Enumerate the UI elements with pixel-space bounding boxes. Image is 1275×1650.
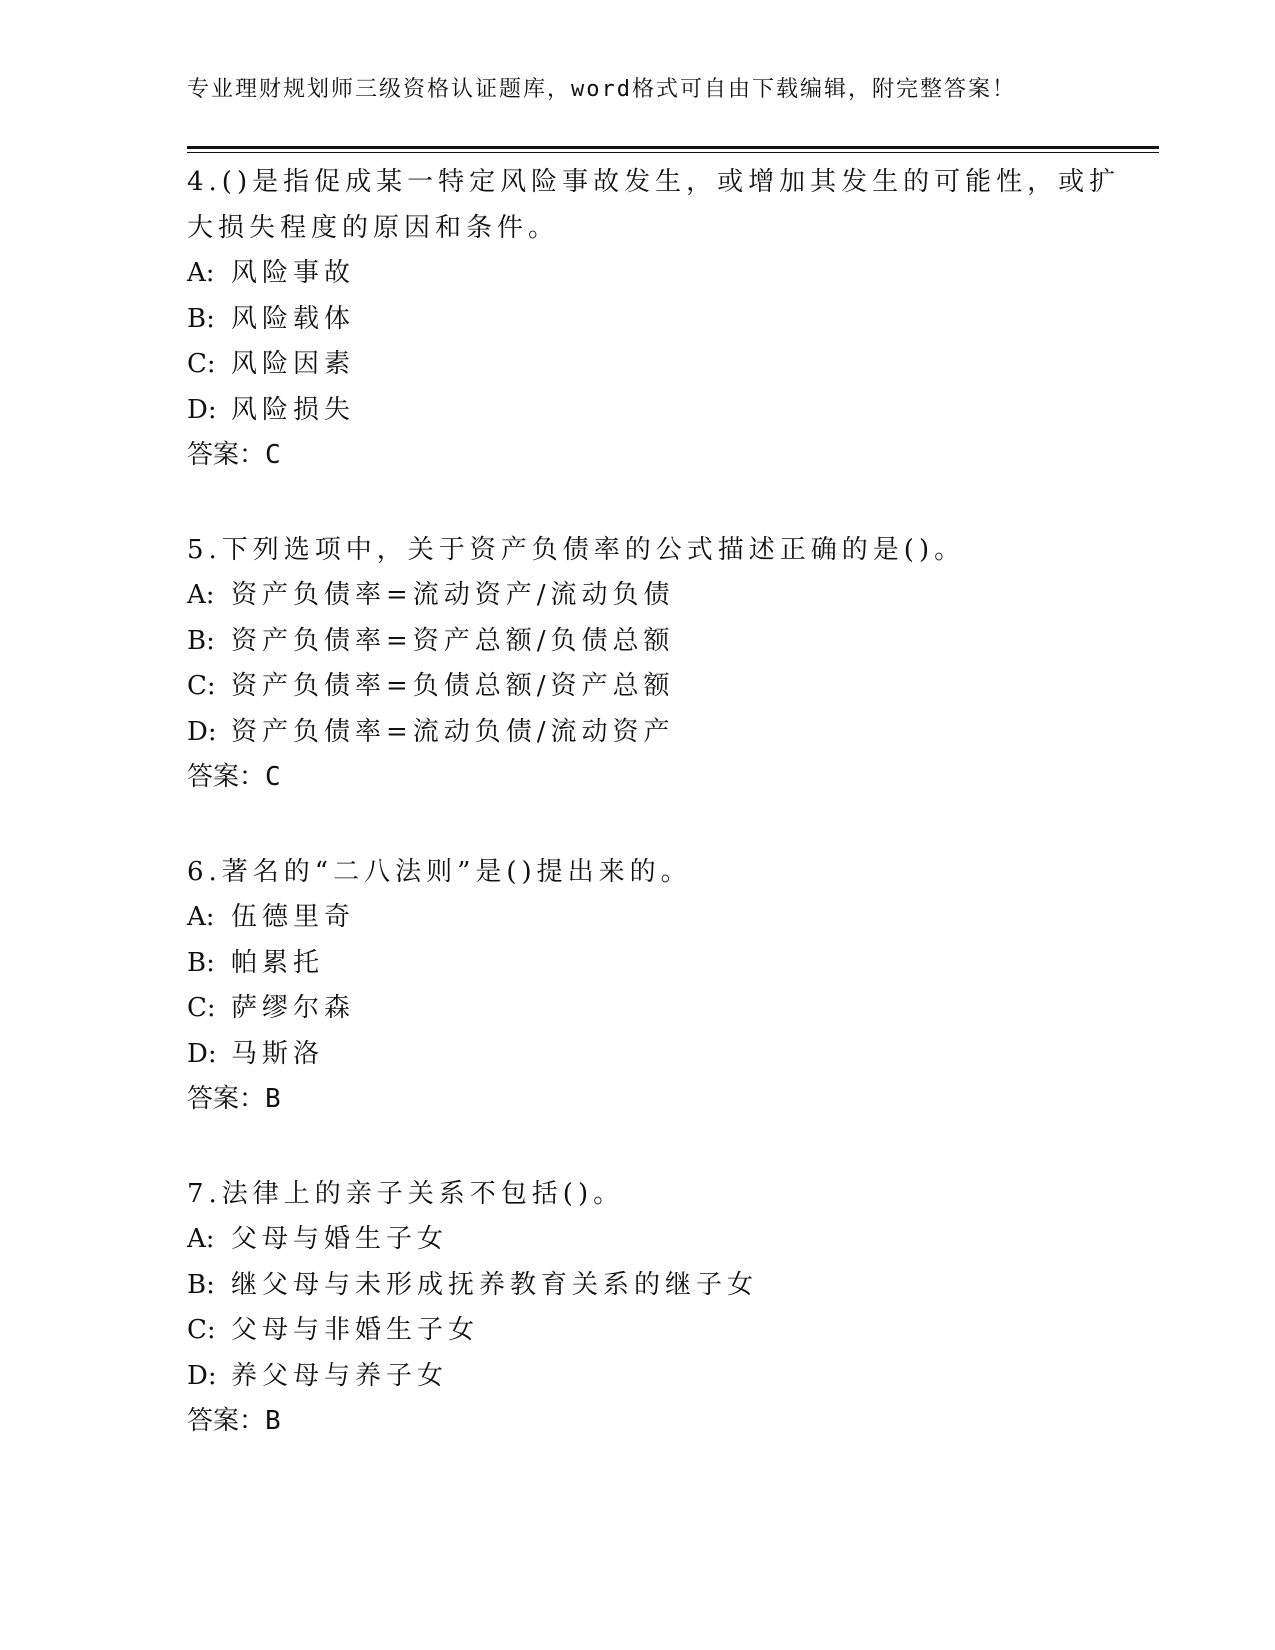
answer-label: 答案：	[187, 762, 266, 792]
option-label: D:	[187, 716, 217, 747]
option-d	[187, 388, 1087, 434]
option-b	[187, 619, 1087, 665]
option-c	[187, 342, 1087, 388]
option-text: 帕累托	[231, 947, 325, 978]
option-b	[187, 941, 1087, 987]
option-label: C:	[187, 671, 216, 701]
answer-line	[187, 1077, 1087, 1123]
answer-value: B	[265, 1084, 281, 1114]
option-label: A:	[187, 580, 215, 610]
option-text: 马斯洛	[231, 1038, 325, 1069]
option-label: A:	[187, 902, 215, 932]
question-stem: 5.下列选项中，关于资产负债率的公式描述正确的是()。	[187, 534, 966, 565]
option-text: 伍德里奇	[231, 902, 356, 932]
answer-label: 答案：	[187, 440, 266, 470]
answer-value: C	[265, 762, 281, 792]
header-divider-thin	[187, 152, 1159, 153]
option-a	[187, 251, 1087, 297]
option-b	[187, 1263, 1087, 1309]
option-text: 父母与婚生子女	[231, 1224, 449, 1254]
question-stem: 7.法律上的亲子关系不包括()。	[187, 1178, 625, 1209]
option-label: C:	[187, 1315, 216, 1345]
option-a	[187, 895, 1087, 941]
option-label: B:	[187, 303, 215, 334]
option-text: 养父母与养子女	[231, 1360, 449, 1391]
question-stem: 4.()是指促成某一特定风险事故发生，或增加其发生的可能性，或扩	[187, 167, 1121, 197]
option-c	[187, 1308, 1087, 1354]
option-label: B:	[187, 1269, 215, 1300]
option-b	[187, 297, 1087, 343]
answer-value: C	[265, 440, 281, 470]
option-c	[187, 986, 1087, 1032]
option-text: 风险事故	[231, 258, 356, 288]
option-text: 萨缪尔森	[231, 993, 356, 1023]
option-label: D:	[187, 394, 217, 425]
option-label: B:	[187, 625, 215, 656]
option-text: 资产负债率=负债总额/资产总额	[231, 671, 675, 701]
option-text: 父母与非婚生子女	[231, 1315, 480, 1345]
question-6	[187, 850, 1087, 1123]
answer-label: 答案：	[187, 1084, 266, 1114]
header-divider-thick	[187, 146, 1159, 149]
option-label: D:	[187, 1038, 217, 1069]
option-text: 资产负债率=流动资产/流动负债	[231, 580, 675, 610]
option-text: 风险损失	[231, 394, 356, 425]
answer-value: B	[265, 1406, 281, 1436]
question-stem: 6.著名的“二八法则”是()提出来的。	[187, 856, 692, 887]
option-d	[187, 1354, 1087, 1400]
answer-line	[187, 755, 1087, 801]
option-text: 资产负债率=流动负债/流动资产	[231, 716, 675, 747]
option-c	[187, 664, 1087, 710]
option-label: A:	[187, 1224, 215, 1254]
option-d	[187, 710, 1087, 756]
option-text: 继父母与未形成抚养教育关系的继子女	[231, 1269, 759, 1300]
option-label: B:	[187, 947, 215, 978]
question-4	[187, 160, 1121, 479]
option-text: 资产负债率=资产总额/负债总额	[231, 625, 675, 656]
option-label: C:	[187, 993, 216, 1023]
answer-line	[187, 1399, 1087, 1445]
option-label: A:	[187, 258, 215, 288]
option-text: 风险因素	[231, 349, 356, 379]
option-label: D:	[187, 1360, 217, 1391]
answer-label: 答案：	[187, 1406, 266, 1436]
question-stem-continued: 大损失程度的原因和条件。	[187, 212, 560, 243]
option-label: C:	[187, 349, 216, 379]
page-header-title: 专业理财规划师三级资格认证题库，word格式可自由下载编辑，附完整答案！	[187, 77, 1016, 102]
question-5	[187, 528, 1087, 801]
answer-line	[187, 433, 1087, 479]
option-d	[187, 1032, 1087, 1078]
option-text: 风险载体	[231, 303, 356, 334]
option-a	[187, 1217, 1087, 1263]
option-a	[187, 573, 1087, 619]
question-list	[187, 160, 1121, 1494]
question-7	[187, 1172, 1087, 1445]
